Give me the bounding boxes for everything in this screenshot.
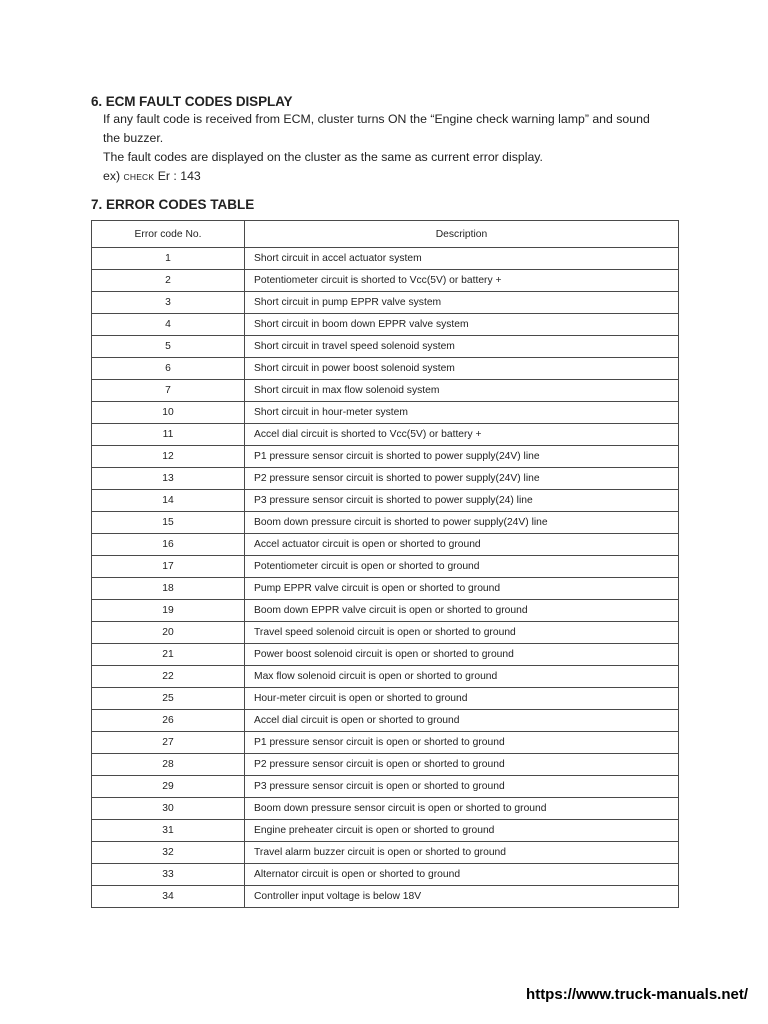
error-code-cell: 29 — [92, 776, 245, 798]
error-code-cell: 5 — [92, 336, 245, 358]
error-codes-section — [91, 196, 691, 213]
description-cell: Short circuit in accel actuator system — [245, 248, 679, 270]
table-row — [92, 600, 679, 622]
description-cell: Boom down EPPR valve circuit is open or shorted to ground — [245, 600, 679, 622]
table-row — [92, 798, 679, 820]
description-cell: P3 pressure sensor circuit is shorted to power supply(24) line — [245, 490, 679, 512]
table-row — [92, 424, 679, 446]
description-cell: Potentiometer circuit is open or shorted to ground — [245, 556, 679, 578]
table-row — [92, 490, 679, 512]
table-row — [92, 248, 679, 270]
error-code-cell: 15 — [92, 512, 245, 534]
description-cell: Alternator circuit is open or shorted to ground — [245, 864, 679, 886]
error-code-cell: 10 — [92, 402, 245, 424]
error-code-cell: 17 — [92, 556, 245, 578]
error-code-cell: 33 — [92, 864, 245, 886]
ecm-fault-codes-section — [91, 93, 691, 187]
description-cell: Potentiometer circuit is shorted to Vcc(5V) or battery + — [245, 270, 679, 292]
description-cell: Travel speed solenoid circuit is open or shorted to ground — [245, 622, 679, 644]
description-cell: Short circuit in power boost solenoid system — [245, 358, 679, 380]
table-row — [92, 556, 679, 578]
table-row — [92, 270, 679, 292]
description-cell: Power boost solenoid circuit is open or shorted to ground — [245, 644, 679, 666]
table-row — [92, 864, 679, 886]
description-cell: Short circuit in hour-meter system — [245, 402, 679, 424]
table-row — [92, 776, 679, 798]
error-code-cell: 6 — [92, 358, 245, 380]
table-row — [92, 688, 679, 710]
error-code-cell: 18 — [92, 578, 245, 600]
error-code-cell: 1 — [92, 248, 245, 270]
table-row — [92, 336, 679, 358]
description-cell: P2 pressure sensor circuit is open or shorted to ground — [245, 754, 679, 776]
description-cell: Engine preheater circuit is open or shorted to ground — [245, 820, 679, 842]
table-row — [92, 666, 679, 688]
table-row — [92, 622, 679, 644]
error-code-cell: 27 — [92, 732, 245, 754]
error-code-cell: 2 — [92, 270, 245, 292]
error-code-cell: 34 — [92, 886, 245, 908]
table-row — [92, 578, 679, 600]
table-row — [92, 732, 679, 754]
description-cell: Controller input voltage is below 18V — [245, 886, 679, 908]
header-error-code: Error code No. — [92, 221, 245, 248]
description-cell: Short circuit in pump EPPR valve system — [245, 292, 679, 314]
error-code-cell: 11 — [92, 424, 245, 446]
error-code-cell: 14 — [92, 490, 245, 512]
table-row — [92, 314, 679, 336]
section6-heading: 6. ECM FAULT CODES DISPLAY — [91, 94, 293, 109]
description-cell: Accel dial circuit is open or shorted to ground — [245, 710, 679, 732]
table-row — [92, 292, 679, 314]
description-cell: P1 pressure sensor circuit is shorted to power supply(24V) line — [245, 446, 679, 468]
error-code-cell: 4 — [92, 314, 245, 336]
error-code-cell: 22 — [92, 666, 245, 688]
description-cell: P3 pressure sensor circuit is open or shorted to ground — [245, 776, 679, 798]
example-prefix: ex) — [103, 169, 121, 183]
table-body — [92, 248, 679, 908]
description-cell: Short circuit in max flow solenoid system — [245, 380, 679, 402]
table-row — [92, 446, 679, 468]
table-row — [92, 820, 679, 842]
section6-line3: The fault codes are displayed on the cluster as the same as current error display. — [103, 150, 543, 164]
description-cell: Accel dial circuit is shorted to Vcc(5V) or battery + — [245, 424, 679, 446]
example-check-word: CHECK — [123, 172, 155, 182]
description-cell: Hour-meter circuit is open or shorted to ground — [245, 688, 679, 710]
table-row — [92, 380, 679, 402]
error-code-cell: 3 — [92, 292, 245, 314]
error-code-cell: 7 — [92, 380, 245, 402]
example-value: Er : 143 — [157, 169, 201, 183]
error-code-cell: 20 — [92, 622, 245, 644]
error-code-cell: 16 — [92, 534, 245, 556]
description-cell: P2 pressure sensor circuit is shorted to power supply(24V) line — [245, 468, 679, 490]
section7-heading: 7. ERROR CODES TABLE — [91, 197, 255, 212]
description-cell: Pump EPPR valve circuit is open or shorted to ground — [245, 578, 679, 600]
description-cell: Accel actuator circuit is open or shorted to ground — [245, 534, 679, 556]
error-code-cell: 26 — [92, 710, 245, 732]
table-row — [92, 644, 679, 666]
error-code-cell: 31 — [92, 820, 245, 842]
table-row — [92, 512, 679, 534]
description-cell: Max flow solenoid circuit is open or shorted to ground — [245, 666, 679, 688]
description-cell: Travel alarm buzzer circuit is open or shorted to ground — [245, 842, 679, 864]
error-code-cell: 19 — [92, 600, 245, 622]
section6-line1: If any fault code is received from ECM, cluster turns ON the “Engine check warning lamp” and sound — [103, 112, 650, 126]
error-code-cell: 13 — [92, 468, 245, 490]
table-row — [92, 358, 679, 380]
table-row — [92, 710, 679, 732]
table-row — [92, 886, 679, 908]
header-description: Description — [245, 221, 679, 248]
error-code-cell: 30 — [92, 798, 245, 820]
description-cell: Short circuit in travel speed solenoid system — [245, 336, 679, 358]
error-code-cell: 25 — [92, 688, 245, 710]
table-header-row — [92, 221, 679, 248]
table-row — [92, 468, 679, 490]
description-cell: Boom down pressure circuit is shorted to power supply(24V) line — [245, 512, 679, 534]
error-codes-table — [91, 220, 679, 908]
table-row — [92, 402, 679, 424]
description-cell: Boom down pressure sensor circuit is open or shorted to ground — [245, 798, 679, 820]
error-code-cell: 12 — [92, 446, 245, 468]
error-code-cell: 32 — [92, 842, 245, 864]
section6-example — [91, 167, 691, 187]
error-code-cell: 28 — [92, 754, 245, 776]
error-code-cell: 21 — [92, 644, 245, 666]
table-row — [92, 754, 679, 776]
description-cell: P1 pressure sensor circuit is open or shorted to ground — [245, 732, 679, 754]
footer-url[interactable]: https://www.truck-manuals.net/ — [526, 986, 748, 1003]
description-cell: Short circuit in boom down EPPR valve system — [245, 314, 679, 336]
table-row — [92, 842, 679, 864]
section6-line2: the buzzer. — [103, 131, 164, 145]
table-row — [92, 534, 679, 556]
